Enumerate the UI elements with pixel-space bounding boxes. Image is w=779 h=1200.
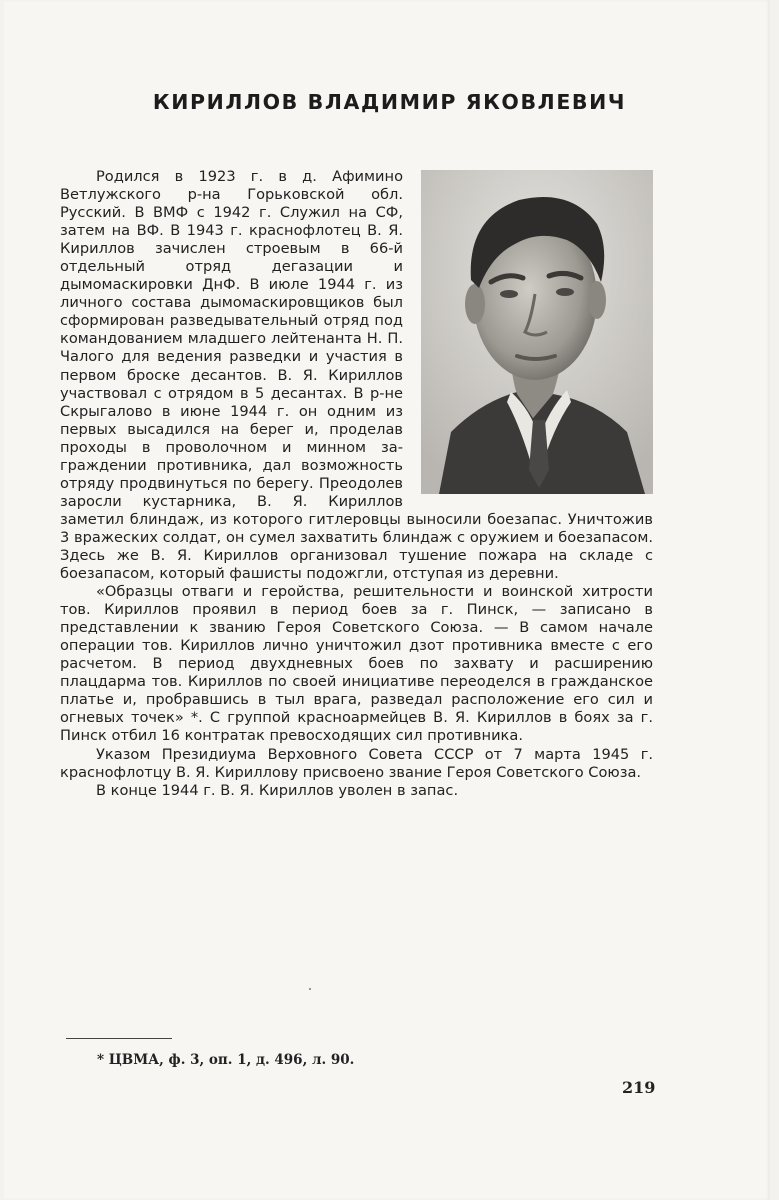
paragraph-2: «Образцы отваги и геройства, решительности и воинской хитрости тов. Кириллов проявил в период боев за г. Пинск, — записано в представлении к званию Героя Советского Союза. — В самом начале операции тов. Кириллов лично уничтожил дзот противника вместе с его расчетом. В период двухдневных боев по захвату и расширению плацдарма тов. Кириллов по своей инициативе переоделся в гражданское платье и, пробравшись в тыл врага, разведал расположение его сил и огневых точек» *. С группой красноармейцев В. Я. Кириллов в боях за г. Пинск отбил 16 контратак превосходящих сил противника. <box>60 583 653 745</box>
print-speck <box>309 988 311 990</box>
paragraph-3: Указом Президиума Верховного Совета СССР от 7 марта 1945 г. краснофлотцу В. Я. Кириллову присвоено звание Героя Советского Союза. <box>60 745 653 781</box>
page-title: КИРИЛЛОВ ВЛАДИМИР ЯКОВЛЕВИЧ <box>152 90 627 114</box>
portrait-photo <box>421 170 653 494</box>
footnote: * ЦВМА, ф. 3, оп. 1, д. 496, л. 90. <box>97 1052 355 1068</box>
portrait-image <box>421 170 653 494</box>
paragraph-4: В конце 1944 г. В. Я. Кириллов уволен в запас. <box>96 781 459 799</box>
paragraph-1: Родился в 1923 г. в д. Афимино Ветлужского р-на Горьковской обл. Русский. В ВМФ с 1942 г. Служил на СФ, затем на ВФ. В 1943 г. краснофлотец В. Я. Кириллов зачислен строевым в 66-й отдельный отряд дегазации и дымомаскировки ДнФ. В июле 1944 г. из личного состава дымомаскировщиков был сформирован разведывательный отряд под командованием младшего лейтенанта Н. П. Чалого для ведения разведки и участия в первом броске десантов. В. Я. Кириллов участвовал с отрядом в 5 десантах. В р-не Скрыгалово в июне 1944 г. он одним из первых высадился на берег и, проделав проходы в проволочном и минном заграждении противника, дал возможность отряду продвинуться по берегу. Преодолев заросли кустарника, В. Я. Кириллов заметил блиндаж, из которого гитлеровцы выносили боезапас. Уничтожив 3 вражеских солдат, он сумел захватить блиндаж с оружием и боезапасом. Здесь же В. Я. Кириллов организовал тушение пожара на складе с боезапасом, который фашисты подожгли, отступая из деревни. <box>60 168 653 583</box>
footnote-divider <box>66 1038 172 1039</box>
biography-text <box>60 168 653 800</box>
page-number: 219 <box>622 1078 656 1097</box>
